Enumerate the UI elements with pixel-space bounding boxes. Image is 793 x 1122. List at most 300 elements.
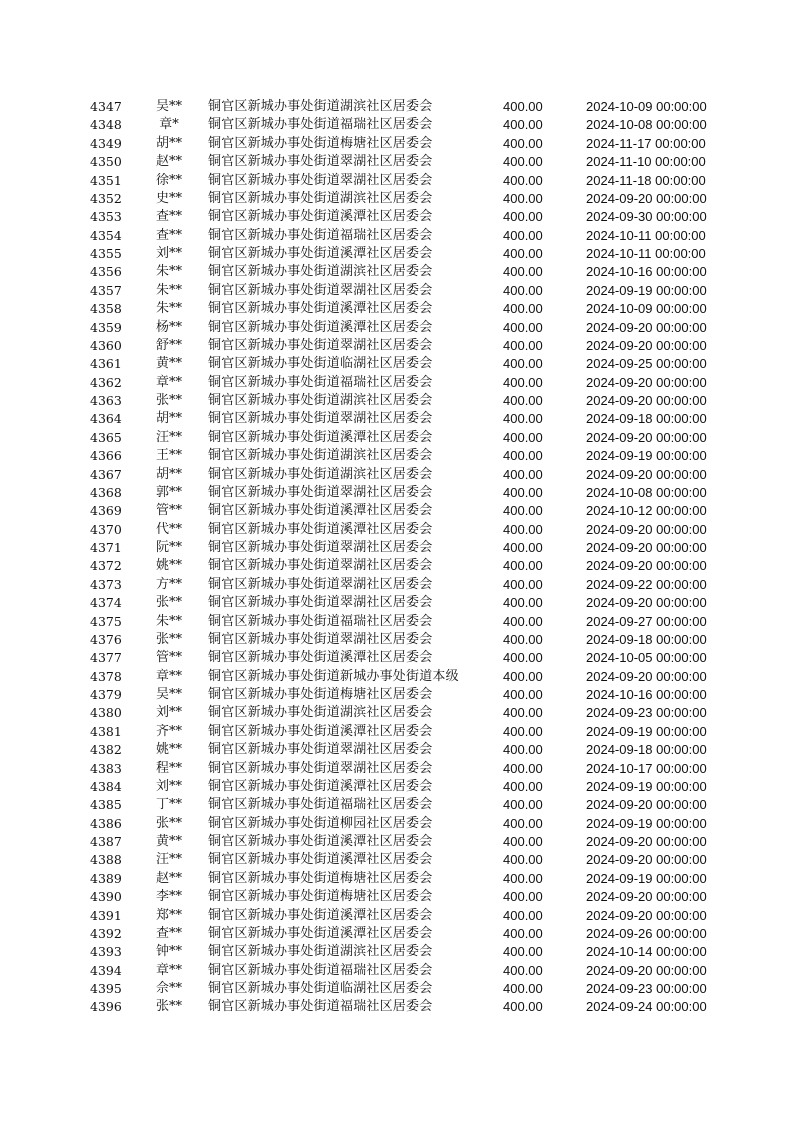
- organization: 铜官区新城办事处街道湖滨社区居委会: [208, 99, 433, 114]
- recipient-name: 王**: [155, 448, 182, 464]
- table-row: [0, 631, 793, 649]
- table-row: [0, 282, 793, 300]
- organization: 铜官区新城办事处街道溪潭社区居委会: [208, 503, 433, 519]
- date: 2024-10-14 00:00:00: [586, 944, 707, 960]
- organization: 铜官区新城办事处街道翠湖社区居委会: [208, 631, 433, 647]
- table-row: [0, 116, 793, 134]
- organization: 铜官区新城办事处街道翠湖社区居委会: [208, 154, 433, 170]
- amount: 400.00: [503, 834, 543, 849]
- table-row: [0, 686, 793, 704]
- amount: 400.00: [503, 907, 543, 923]
- row-number: 4396: [90, 999, 122, 1015]
- date: 2024-10-17 00:00:00: [586, 760, 707, 776]
- amount: 400.00: [503, 172, 543, 188]
- amount: 400.00: [503, 429, 543, 445]
- recipient-name: 赵**: [155, 154, 182, 170]
- recipient-name: 朱**: [155, 264, 182, 280]
- organization: 铜官区新城办事处街道梅塘社区居委会: [208, 870, 433, 886]
- amount: 400.00: [503, 668, 543, 684]
- row-number: 4388: [90, 852, 122, 868]
- recipient-name: 黄**: [155, 834, 182, 849]
- row-number: 4383: [90, 760, 122, 776]
- organization: 铜官区新城办事处街道翠湖社区居委会: [208, 760, 433, 776]
- organization: 铜官区新城办事处街道福瑞社区居委会: [208, 962, 433, 978]
- row-number: 4363: [90, 393, 122, 408]
- table-row: [0, 355, 793, 373]
- date: 2024-09-20 00:00:00: [586, 558, 707, 574]
- amount: 400.00: [503, 411, 543, 427]
- amount: 400.00: [503, 503, 543, 519]
- amount: 400.00: [503, 117, 543, 133]
- row-number: 4385: [90, 797, 122, 813]
- table-row: [0, 521, 793, 539]
- amount: 400.00: [503, 870, 543, 886]
- recipient-name: 赵**: [155, 870, 182, 886]
- recipient-name: 汪**: [155, 852, 182, 868]
- date: 2024-10-05 00:00:00: [586, 650, 707, 666]
- date: 2024-09-20 00:00:00: [586, 797, 707, 813]
- organization: 铜官区新城办事处街道福瑞社区居委会: [208, 613, 433, 629]
- row-number: 4351: [90, 172, 122, 188]
- row-number: 4384: [90, 778, 122, 794]
- amount: 400.00: [503, 521, 543, 537]
- date: 2024-09-20 00:00:00: [586, 190, 707, 206]
- organization: 铜官区新城办事处街道溪潭社区居委会: [208, 246, 433, 261]
- row-number: 4369: [90, 503, 122, 519]
- row-number: 4349: [90, 135, 122, 151]
- date: 2024-09-19 00:00:00: [586, 870, 707, 886]
- row-number: 4375: [90, 613, 122, 629]
- date: 2024-09-30 00:00:00: [586, 209, 707, 225]
- table-row: [0, 851, 793, 869]
- amount: 400.00: [503, 852, 543, 868]
- recipient-name: 管**: [155, 650, 182, 666]
- date: 2024-09-19 00:00:00: [586, 282, 707, 298]
- date: 2024-09-23 00:00:00: [586, 705, 707, 721]
- organization: 铜官区新城办事处街道溪潭社区居委会: [208, 852, 433, 868]
- recipient-name: 章**: [155, 668, 182, 684]
- row-number: 4366: [90, 448, 122, 464]
- organization: 铜官区新城办事处街道湖滨社区居委会: [208, 448, 433, 464]
- organization: 铜官区新城办事处街道福瑞社区居委会: [208, 227, 433, 243]
- recipient-name: 刘**: [155, 246, 182, 261]
- date: 2024-10-08 00:00:00: [586, 484, 707, 500]
- table-row: [0, 300, 793, 318]
- date: 2024-09-22 00:00:00: [586, 576, 707, 592]
- row-number: 4352: [90, 190, 122, 206]
- table-row: [0, 227, 793, 245]
- date: 2024-10-11 00:00:00: [586, 246, 706, 261]
- row-number: 4362: [90, 374, 122, 390]
- table-row: [0, 649, 793, 667]
- table-row: [0, 760, 793, 778]
- recipient-name: 丁**: [155, 797, 182, 813]
- table-row: [0, 815, 793, 833]
- recipient-name: 郑**: [155, 907, 182, 923]
- amount: 400.00: [503, 742, 543, 758]
- table-row: [0, 392, 793, 410]
- row-number: 4364: [90, 411, 122, 427]
- table-row: [0, 466, 793, 484]
- recipient-name: 朱**: [155, 301, 182, 317]
- table-row: [0, 833, 793, 851]
- organization: 铜官区新城办事处街道翠湖社区居委会: [208, 282, 433, 298]
- organization: 铜官区新城办事处街道溪潭社区居委会: [208, 521, 433, 537]
- organization: 铜官区新城办事处街道湖滨社区居委会: [208, 705, 433, 721]
- table-row: [0, 172, 793, 190]
- organization: 铜官区新城办事处街道翠湖社区居委会: [208, 595, 433, 611]
- table-row: [0, 668, 793, 686]
- amount: 400.00: [503, 595, 543, 611]
- table-row: [0, 704, 793, 722]
- row-number: 4373: [90, 576, 122, 592]
- organization: 铜官区新城办事处街道溪潭社区居委会: [208, 319, 433, 335]
- date: 2024-09-20 00:00:00: [586, 962, 707, 978]
- amount: 400.00: [503, 337, 543, 353]
- date: 2024-09-18 00:00:00: [586, 631, 707, 647]
- date: 2024-10-11 00:00:00: [586, 227, 706, 243]
- table-row: [0, 925, 793, 943]
- amount: 400.00: [503, 687, 543, 702]
- recipient-name: 章*: [159, 117, 179, 133]
- row-number: 4354: [90, 227, 122, 243]
- recipient-name: 张**: [155, 999, 182, 1015]
- amount: 400.00: [503, 319, 543, 335]
- organization: 铜官区新城办事处街道湖滨社区居委会: [208, 466, 433, 482]
- table-row: [0, 208, 793, 226]
- amount: 400.00: [503, 227, 543, 243]
- recipient-name: 方**: [155, 576, 182, 592]
- row-number: 4394: [90, 962, 122, 978]
- organization: 铜官区新城办事处街道临湖社区居委会: [208, 356, 433, 372]
- organization: 铜官区新城办事处街道福瑞社区居委会: [208, 999, 433, 1015]
- date: 2024-09-25 00:00:00: [586, 356, 707, 372]
- amount: 400.00: [503, 484, 543, 500]
- amount: 400.00: [503, 99, 543, 114]
- recipient-name: 张**: [155, 393, 182, 408]
- table-row: [0, 484, 793, 502]
- organization: 铜官区新城办事处街道湖滨社区居委会: [208, 944, 433, 960]
- organization: 铜官区新城办事处街道翠湖社区居委会: [208, 540, 433, 555]
- row-number: 4376: [90, 631, 122, 647]
- date: 2024-09-27 00:00:00: [586, 613, 707, 629]
- organization: 铜官区新城办事处街道梅塘社区居委会: [208, 687, 433, 702]
- table-row: [0, 557, 793, 575]
- row-number: 4380: [90, 705, 122, 721]
- date: 2024-09-20 00:00:00: [586, 319, 707, 335]
- row-number: 4348: [90, 117, 122, 133]
- recipient-name: 朱**: [155, 282, 182, 298]
- date: 2024-09-20 00:00:00: [586, 466, 707, 482]
- date: 2024-10-12 00:00:00: [586, 503, 707, 519]
- amount: 400.00: [503, 448, 543, 464]
- table-row: [0, 98, 793, 116]
- table-row: [0, 870, 793, 888]
- recipient-name: 齐**: [155, 723, 182, 739]
- date: 2024-09-20 00:00:00: [586, 907, 707, 923]
- recipient-name: 张**: [155, 631, 182, 647]
- row-number: 4368: [90, 484, 122, 500]
- amount: 400.00: [503, 393, 543, 408]
- recipient-name: 舒**: [155, 337, 182, 353]
- organization: 铜官区新城办事处街道溪潭社区居委会: [208, 429, 433, 445]
- table-row: [0, 263, 793, 281]
- table-row: [0, 998, 793, 1016]
- date: 2024-09-18 00:00:00: [586, 411, 707, 427]
- organization: 铜官区新城办事处街道翠湖社区居委会: [208, 558, 433, 574]
- organization: 铜官区新城办事处街道翠湖社区居委会: [208, 337, 433, 353]
- row-number: 4389: [90, 870, 122, 886]
- row-number: 4359: [90, 319, 122, 335]
- recipient-name: 姚**: [155, 742, 182, 758]
- table-row: [0, 962, 793, 980]
- organization: 铜官区新城办事处街道福瑞社区居委会: [208, 117, 433, 133]
- table-row: [0, 943, 793, 961]
- organization: 铜官区新城办事处街道溪潭社区居委会: [208, 650, 433, 666]
- recipient-name: 汪**: [155, 429, 182, 445]
- organization: 铜官区新城办事处街道翠湖社区居委会: [208, 411, 433, 427]
- date: 2024-09-20 00:00:00: [586, 668, 707, 684]
- amount: 400.00: [503, 981, 543, 996]
- recipient-name: 胡**: [155, 135, 182, 151]
- amount: 400.00: [503, 705, 543, 721]
- recipient-name: 章**: [155, 962, 182, 978]
- date: 2024-10-09 00:00:00: [586, 99, 707, 114]
- recipient-name: 吴**: [155, 99, 182, 114]
- row-number: 4382: [90, 742, 122, 758]
- date: 2024-09-19 00:00:00: [586, 723, 707, 739]
- date: 2024-09-20 00:00:00: [586, 374, 707, 390]
- organization: 铜官区新城办事处街道湖滨社区居委会: [208, 393, 433, 408]
- row-number: 4356: [90, 264, 122, 280]
- row-number: 4361: [90, 356, 122, 372]
- table-row: [0, 374, 793, 392]
- amount: 400.00: [503, 135, 543, 151]
- organization: 铜官区新城办事处街道湖滨社区居委会: [208, 264, 433, 280]
- amount: 400.00: [503, 999, 543, 1015]
- row-number: 4360: [90, 337, 122, 353]
- table-row: [0, 888, 793, 906]
- date: 2024-09-20 00:00:00: [586, 834, 707, 849]
- date: 2024-09-20 00:00:00: [586, 595, 707, 611]
- table-row: [0, 190, 793, 208]
- row-number: 4358: [90, 301, 122, 317]
- row-number: 4355: [90, 246, 122, 261]
- amount: 400.00: [503, 631, 543, 647]
- recipient-name: 朱**: [155, 613, 182, 629]
- date: 2024-09-20 00:00:00: [586, 337, 707, 353]
- organization: 铜官区新城办事处街道溪潭社区居委会: [208, 209, 433, 225]
- table-row: [0, 594, 793, 612]
- date: 2024-09-19 00:00:00: [586, 815, 707, 831]
- date: 2024-11-10 00:00:00: [586, 154, 706, 170]
- date: 2024-10-16 00:00:00: [586, 687, 707, 702]
- amount: 400.00: [503, 282, 543, 298]
- amount: 400.00: [503, 925, 543, 941]
- recipient-name: 史**: [155, 190, 182, 206]
- row-number: 4378: [90, 668, 122, 684]
- recipient-name: 佘**: [155, 981, 182, 996]
- organization: 铜官区新城办事处街道溪潭社区居委会: [208, 778, 433, 794]
- row-number: 4379: [90, 687, 122, 702]
- amount: 400.00: [503, 301, 543, 317]
- amount: 400.00: [503, 246, 543, 261]
- organization: 铜官区新城办事处街道湖滨社区居委会: [208, 190, 433, 206]
- recipient-name: 管**: [155, 503, 182, 519]
- organization: 铜官区新城办事处街道福瑞社区居委会: [208, 797, 433, 813]
- amount: 400.00: [503, 650, 543, 666]
- organization: 铜官区新城办事处街道临湖社区居委会: [208, 981, 433, 996]
- table-row: [0, 778, 793, 796]
- recipient-name: 代**: [155, 521, 182, 537]
- amount: 400.00: [503, 944, 543, 960]
- row-number: 4372: [90, 558, 122, 574]
- date: 2024-09-19 00:00:00: [586, 448, 707, 464]
- date: 2024-10-16 00:00:00: [586, 264, 707, 280]
- amount: 400.00: [503, 264, 543, 280]
- recipient-name: 查**: [155, 925, 182, 941]
- date: 2024-09-18 00:00:00: [586, 742, 707, 758]
- recipient-name: 查**: [155, 209, 182, 225]
- table-row: [0, 429, 793, 447]
- row-number: 4370: [90, 521, 122, 537]
- row-number: 4391: [90, 907, 122, 923]
- amount: 400.00: [503, 778, 543, 794]
- date: 2024-09-20 00:00:00: [586, 852, 707, 868]
- table-row: [0, 613, 793, 631]
- amount: 400.00: [503, 558, 543, 574]
- organization: 铜官区新城办事处街道翠湖社区居委会: [208, 172, 433, 188]
- recipient-name: 徐**: [155, 172, 182, 188]
- date: 2024-10-08 00:00:00: [586, 117, 707, 133]
- table-row: [0, 410, 793, 428]
- row-number: 4367: [90, 466, 122, 482]
- table-row: [0, 135, 793, 153]
- amount: 400.00: [503, 889, 543, 905]
- table-row: [0, 502, 793, 520]
- row-number: 4381: [90, 723, 122, 739]
- table-row: [0, 447, 793, 465]
- row-number: 4357: [90, 282, 122, 298]
- date: 2024-10-09 00:00:00: [586, 301, 707, 317]
- date: 2024-09-20 00:00:00: [586, 393, 707, 408]
- date: 2024-09-20 00:00:00: [586, 889, 707, 905]
- amount: 400.00: [503, 154, 543, 170]
- organization: 铜官区新城办事处街道溪潭社区居委会: [208, 834, 433, 849]
- amount: 400.00: [503, 797, 543, 813]
- recipient-name: 杨**: [155, 319, 182, 335]
- table-row: [0, 539, 793, 557]
- organization: 铜官区新城办事处街道梅塘社区居委会: [208, 135, 433, 151]
- recipient-name: 章**: [155, 374, 182, 390]
- date: 2024-09-24 00:00:00: [586, 999, 707, 1015]
- recipient-name: 查**: [155, 227, 182, 243]
- recipient-name: 刘**: [155, 705, 182, 721]
- recipient-name: 张**: [155, 815, 182, 831]
- date: 2024-09-20 00:00:00: [586, 521, 707, 537]
- row-number: 4390: [90, 889, 122, 905]
- amount: 400.00: [503, 723, 543, 739]
- subsidy-table: [0, 98, 793, 1017]
- recipient-name: 钟**: [155, 944, 182, 960]
- row-number: 4350: [90, 154, 122, 170]
- row-number: 4374: [90, 595, 122, 611]
- organization: 铜官区新城办事处街道溪潭社区居委会: [208, 925, 433, 941]
- table-row: [0, 337, 793, 355]
- amount: 400.00: [503, 209, 543, 225]
- recipient-name: 胡**: [155, 411, 182, 427]
- recipient-name: 姚**: [155, 558, 182, 574]
- date: 2024-11-18 00:00:00: [586, 172, 706, 188]
- amount: 400.00: [503, 540, 543, 555]
- organization: 铜官区新城办事处街道柳园社区居委会: [208, 815, 433, 831]
- date: 2024-09-26 00:00:00: [586, 925, 707, 941]
- amount: 400.00: [503, 760, 543, 776]
- table-row: [0, 723, 793, 741]
- recipient-name: 张**: [155, 595, 182, 611]
- recipient-name: 郭**: [155, 484, 182, 500]
- date: 2024-09-23 00:00:00: [586, 981, 707, 996]
- organization: 铜官区新城办事处街道溪潭社区居委会: [208, 907, 433, 923]
- row-number: 4377: [90, 650, 122, 666]
- date: 2024-09-20 00:00:00: [586, 429, 707, 445]
- table-row: [0, 741, 793, 759]
- row-number: 4395: [90, 981, 122, 996]
- row-number: 4387: [90, 834, 122, 849]
- organization: 铜官区新城办事处街道翠湖社区居委会: [208, 484, 433, 500]
- row-number: 4371: [90, 540, 122, 555]
- organization: 铜官区新城办事处街道溪潭社区居委会: [208, 301, 433, 317]
- amount: 400.00: [503, 613, 543, 629]
- date: 2024-11-17 00:00:00: [586, 135, 706, 151]
- table-row: [0, 319, 793, 337]
- date: 2024-09-20 00:00:00: [586, 540, 707, 555]
- row-number: 4393: [90, 944, 122, 960]
- recipient-name: 吴**: [155, 687, 182, 702]
- recipient-name: 李**: [155, 889, 182, 905]
- organization: 铜官区新城办事处街道翠湖社区居委会: [208, 576, 433, 592]
- organization: 铜官区新城办事处街道梅塘社区居委会: [208, 889, 433, 905]
- amount: 400.00: [503, 374, 543, 390]
- table-row: [0, 153, 793, 171]
- row-number: 4347: [90, 99, 122, 114]
- row-number: 4365: [90, 429, 122, 445]
- recipient-name: 程**: [155, 760, 182, 776]
- organization: 铜官区新城办事处街道新城办事处街道本级: [208, 668, 459, 684]
- table-row: [0, 907, 793, 925]
- recipient-name: 黄**: [155, 356, 182, 372]
- organization: 铜官区新城办事处街道福瑞社区居委会: [208, 374, 433, 390]
- table-row: [0, 245, 793, 263]
- row-number: 4392: [90, 925, 122, 941]
- table-row: [0, 980, 793, 998]
- amount: 400.00: [503, 190, 543, 206]
- amount: 400.00: [503, 466, 543, 482]
- table-row: [0, 576, 793, 594]
- recipient-name: 刘**: [155, 778, 182, 794]
- row-number: 4386: [90, 815, 122, 831]
- recipient-name: 胡**: [155, 466, 182, 482]
- amount: 400.00: [503, 356, 543, 372]
- amount: 400.00: [503, 962, 543, 978]
- organization: 铜官区新城办事处街道翠湖社区居委会: [208, 742, 433, 758]
- amount: 400.00: [503, 576, 543, 592]
- recipient-name: 阮**: [155, 540, 182, 555]
- organization: 铜官区新城办事处街道溪潭社区居委会: [208, 723, 433, 739]
- amount: 400.00: [503, 815, 543, 831]
- row-number: 4353: [90, 209, 122, 225]
- date: 2024-09-19 00:00:00: [586, 778, 707, 794]
